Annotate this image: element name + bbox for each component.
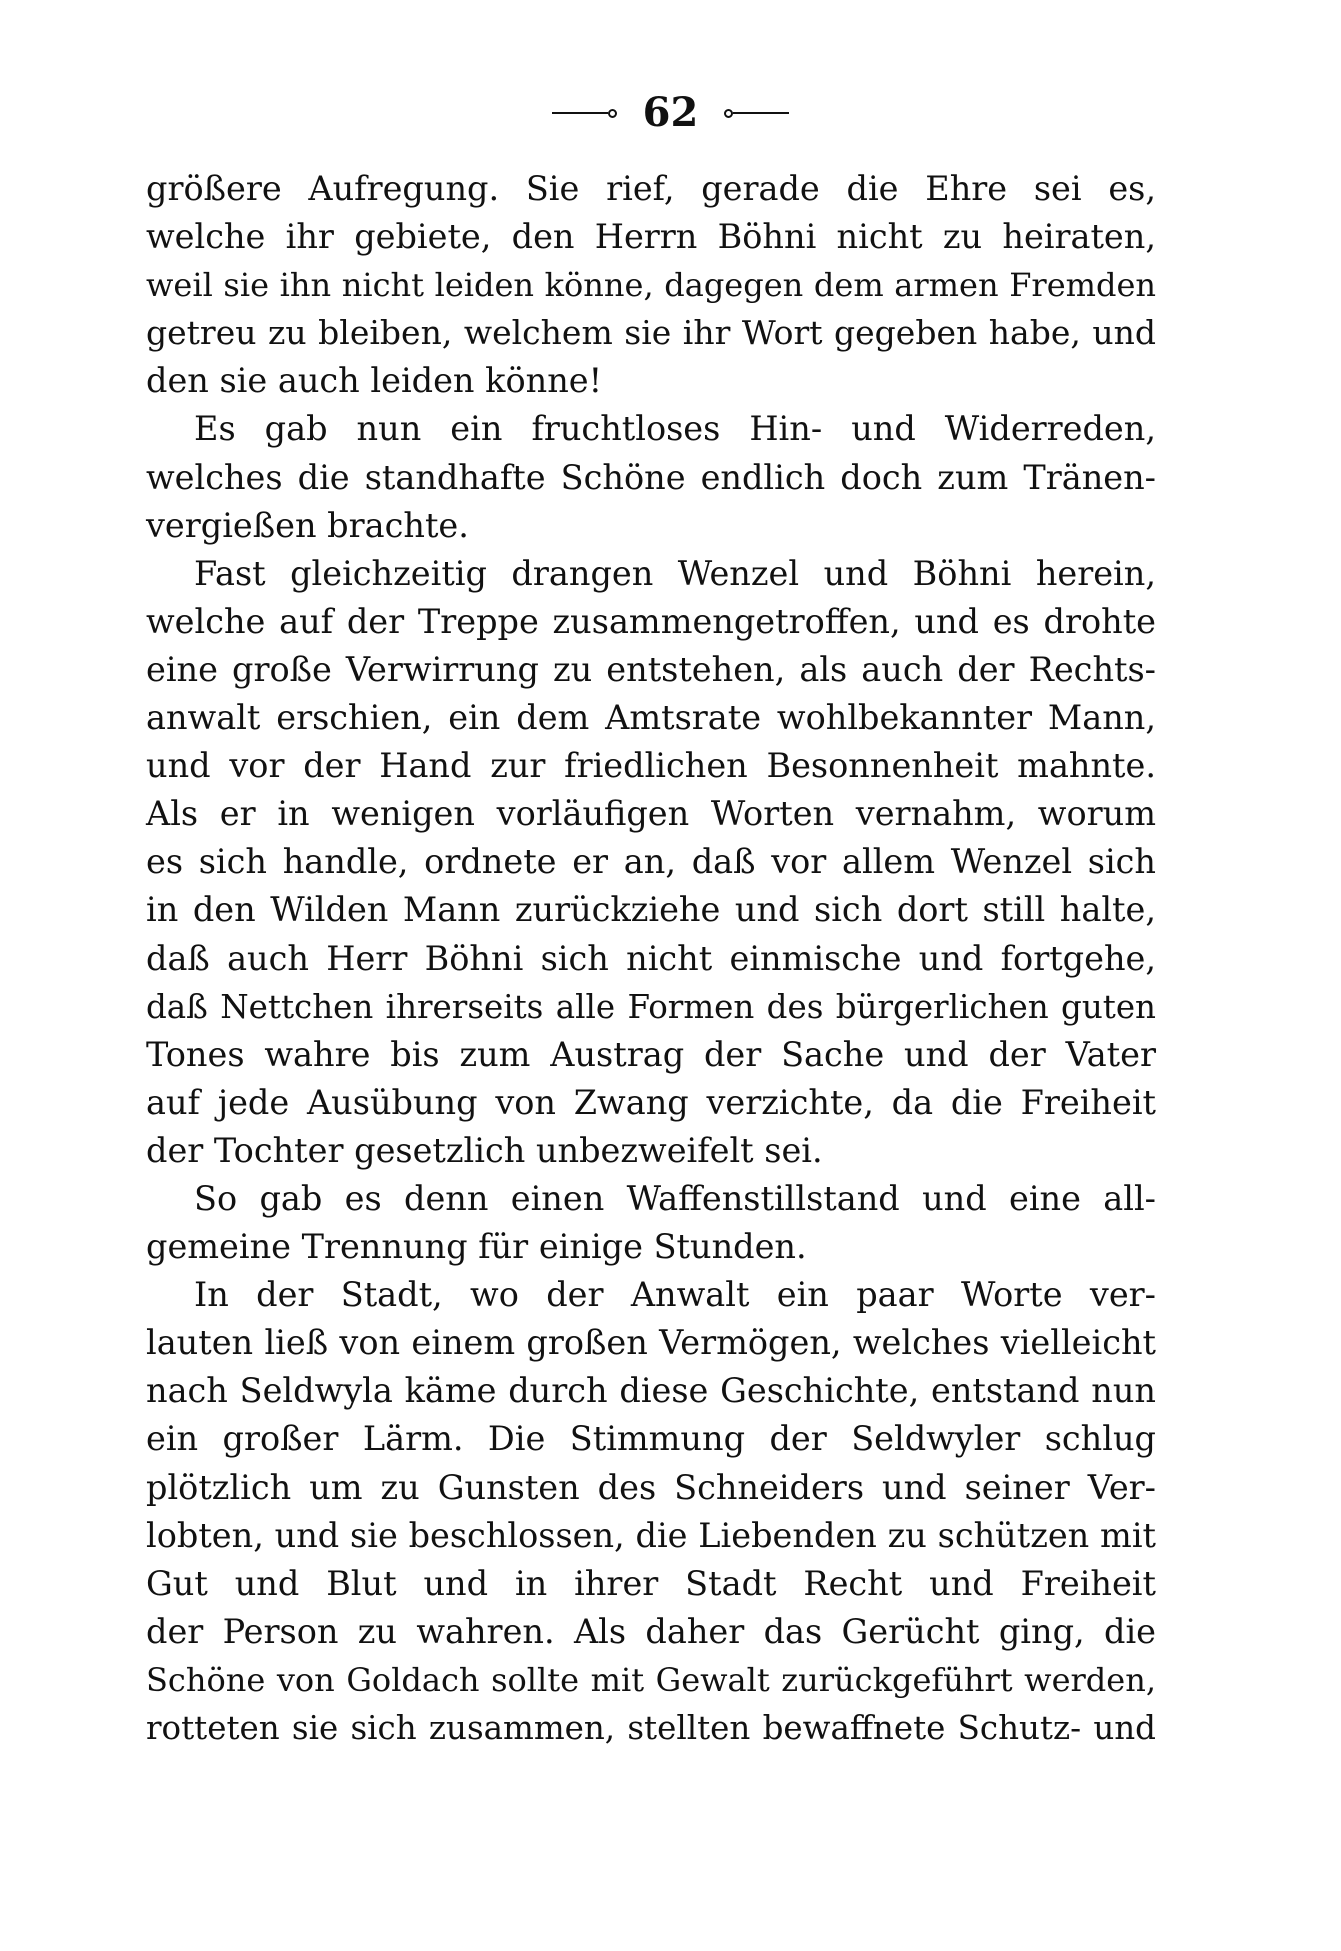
ornament-circle <box>608 109 617 118</box>
ornament-line <box>552 112 608 114</box>
text-line: Gut und Blut und in ihrer Stadt Recht und Freiheit <box>146 1563 1156 1603</box>
text-line: welches die standhafte Schöne endlich doch zum Tränen- <box>146 457 1156 497</box>
text-line: Schöne von Goldach sollte mit Gewalt zurückgeführt werden, <box>146 1660 1156 1699</box>
text-line: Tones wahre bis zum Austrag der Sache und der Vater <box>146 1034 1156 1074</box>
text-line: den sie auch leiden könne! <box>146 361 603 401</box>
text-line: Fast gleichzeitig drangen Wenzel und Böhni herein, <box>194 553 1156 593</box>
text-line: lauten ließ von einem großen Vermögen, welches vielleicht <box>146 1323 1156 1363</box>
text-line: anwalt erschien, ein dem Amtsrate wohlbekannter Mann, <box>146 698 1156 738</box>
text-line: plötzlich um zu Gunsten des Schneiders und seiner Ver- <box>146 1467 1156 1507</box>
body-text <box>146 165 1156 1752</box>
text-line: gemeine Trennung für einige Stunden. <box>146 1227 807 1267</box>
right-ornament <box>724 109 789 118</box>
text-line: der Tochter gesetzlich unbezweifelt sei. <box>146 1130 823 1170</box>
text-line: eine große Verwirrung zu entstehen, als auch der Rechts- <box>146 649 1156 689</box>
ornament-circle <box>724 109 733 118</box>
text-line: es sich handle, ordnete er an, daß vor allem Wenzel sich <box>146 842 1156 882</box>
text-line: in den Wilden Mann zurückziehe und sich dort still halte, <box>146 890 1156 930</box>
text-line: vergießen brachte. <box>146 505 469 545</box>
text-line: rotteten sie sich zusammen, stellten bewaffnete Schutz- und <box>146 1709 1156 1747</box>
text-line: größere Aufregung. Sie rief, gerade die Ehre sei es, <box>146 169 1156 208</box>
text-line: welche auf der Treppe zusammengetroffen, und es drohte <box>146 601 1156 641</box>
ornament-line <box>733 112 789 114</box>
left-ornament <box>552 109 617 118</box>
text-line: auf jede Ausübung von Zwang verzichte, da die Freiheit <box>146 1082 1156 1122</box>
text-line: So gab es denn einen Waffenstillstand und eine all- <box>194 1178 1156 1218</box>
page-header <box>0 88 1341 138</box>
text-line: daß auch Herr Böhni sich nicht einmische und fortgehe, <box>146 938 1156 978</box>
text-line: daß Nettchen ihrerseits alle Formen des bürgerlichen guten <box>146 987 1156 1026</box>
text-line: nach Seldwyla käme durch diese Geschichte, entstand nun <box>146 1371 1156 1411</box>
text-line: getreu zu bleiben, welchem sie ihr Wort gegeben habe, und <box>146 313 1156 353</box>
text-line: ein großer Lärm. Die Stimmung der Seldwyler schlug <box>146 1419 1156 1459</box>
text-line: Es gab nun ein fruchtloses Hin- und Widerreden, <box>194 409 1156 449</box>
text-line: weil sie ihn nicht leiden könne, dagegen dem armen Fremden <box>146 266 1156 305</box>
text-line: lobten, und sie beschlossen, die Liebenden zu schützen mit <box>146 1515 1156 1555</box>
text-line: welche ihr gebiete, den Herrn Böhni nicht zu heiraten, <box>146 217 1156 257</box>
text-line: Als er in wenigen vorläufigen Worten vernahm, worum <box>146 794 1156 834</box>
text-line: der Person zu wahren. Als daher das Gerücht ging, die <box>146 1611 1156 1651</box>
text-line: und vor der Hand zur friedlichen Besonnenheit mahnte. <box>146 746 1156 786</box>
text-line: In der Stadt, wo der Anwalt ein paar Worte ver- <box>194 1275 1156 1315</box>
page-number: 62 <box>642 89 699 136</box>
